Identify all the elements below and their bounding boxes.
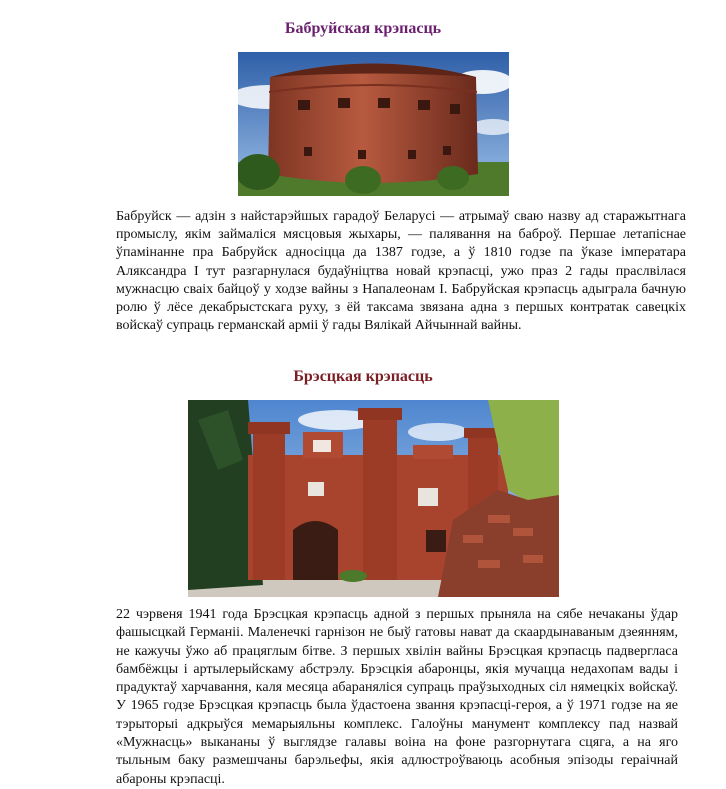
- section-title-brest: Брэсцкая крэпасць: [293, 368, 433, 385]
- brest-paragraph: 22 чэрвеня 1941 года Брэсцкая крэпасць адной з першых прыняла на сябе нечаканы ўдар фашысцкай Германіі. Маленечкі гарнізон не быў гатовы нават да скаардынаваным дзеянням, не кажучы ўжо аб працяглым бітве. З першых хвілін вайны Брэсцкая крэпасць падвергласа бамбёжцы і артылерыйскаму абстрэлу. Брэсцкія абаронцы, якія мучацца недахопам вады і прадуктаў харчавання, каля месяца абараняліся супраць праўзыходных сіл нямецкіх войскаў. У 1965 годзе Брэсцкая крэпасць была ўдастоена звання крэпасці-героя, а ў 1971 годзе на яе тэрыторыі адкрыўся мемарыяльны комплекс. Галоўны манумент комплексу пад назвай «Мужнасць» выкананы ў выглядзе галавы воіна на фоне разгорнутага сцяга, а на яго тыльным баку размешчаны барэльефы, якія адлюстроўваюць асобныя эпізоды гераічнай абароны крэпасці.: [116, 607, 678, 787]
- brest-fortress-photo: [188, 400, 559, 597]
- section-title-bobruisk: Бабруйская крэпасць: [284, 20, 442, 37]
- bobruisk-fortress-photo: [238, 52, 509, 196]
- bobruisk-paragraph: Бабруйск — адзін з найстарэйшых гарадоў Беларусі — атрымаў сваю назву ад старажытнага промыслу, якім займаліся мясцовыя жыхары, — палявання на баброў. Першае летапіснае ўпамінанне пра Бабруйск адносіцца да 1387 годзе, а ў 1810 годзе па ўказе імператара Аляксандра I тут разгарнулася будаўніцтва новай крэпасці, ужо праз 2 гады праслвілася мужнасцю сваіх байцоў у ходзе вайны з Напалеонам I. Бабруйская крэпасць адыграла бачную ролю ў лёсе декабрыстскага руху, з ёй таксама звязана адна з першых контратак савецкіх войскаў супраць германскай арміі ў гады Вялікай Айчыннай вайны.: [116, 209, 686, 334]
